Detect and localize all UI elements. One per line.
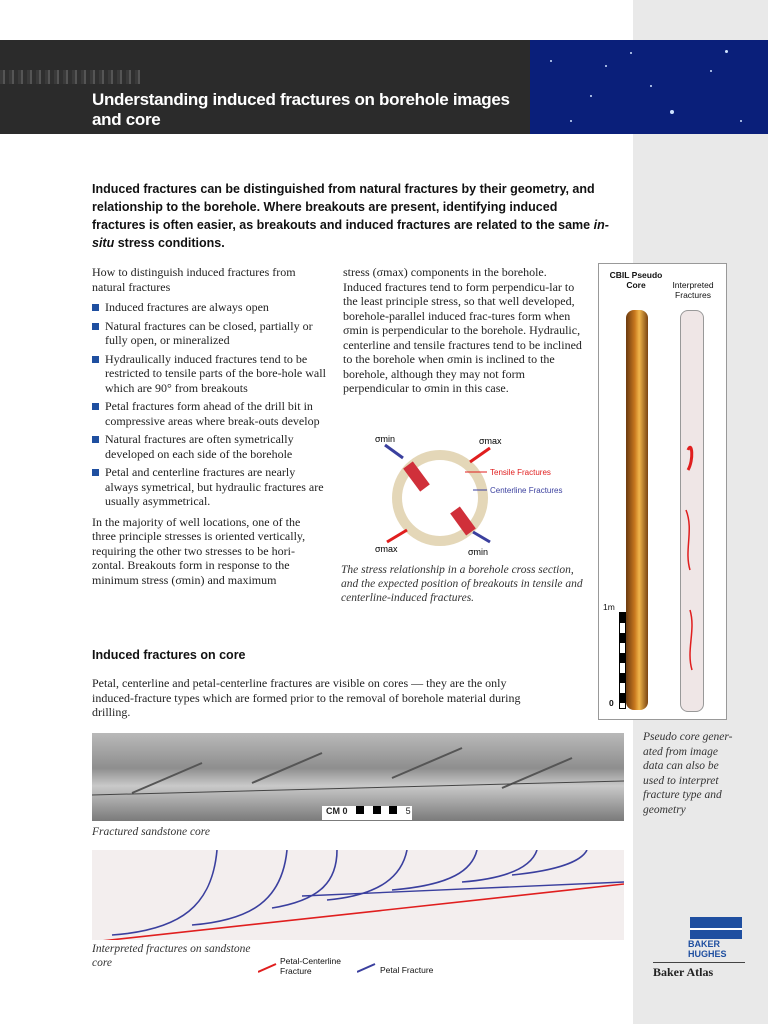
depth-scale-bar: [619, 612, 626, 709]
banner-texture: [0, 70, 140, 84]
list-item: Petal fractures form ahead of the drill bit in compressive areas where break-outs develop: [92, 399, 327, 428]
scale-label: CM 0: [326, 806, 348, 816]
centerline-label: Centerline Fractures: [490, 486, 563, 495]
sigma-max-arrow-top: [470, 448, 490, 462]
logo-line2: HUGHES: [688, 949, 727, 959]
borehole-diagram: [365, 430, 585, 560]
side-caption: Pseudo core gener-ated from image data can also be used to interpret fracture type and geometry: [643, 731, 733, 816]
scale-end-label: 5: [405, 806, 411, 816]
intro-text: How to distinguish induced fractures from natural fractures: [92, 265, 296, 294]
sigma-min-label-top: σmin: [375, 434, 396, 444]
cm-scale: [322, 806, 412, 820]
column-one: [92, 265, 327, 587]
list-item: Petal and centerline fractures are nearly always symetrical, but hydraulic fractures are usually asymmetrical.: [92, 465, 327, 509]
list-item: Natural fractures are often symetrically developed on each side of the borehole: [92, 432, 327, 461]
page-title: Understanding induced fractures on borehole images and core: [92, 90, 510, 129]
interpreted-fracture-marks: [680, 430, 702, 690]
sigma-max-label-bottom: σmax: [375, 544, 398, 554]
diagram-caption: The stress relationship in a borehole cross section, and the expected position of breakouts in tensile and centerline-induced fractures.: [341, 564, 583, 604]
core-paragraph: Petal, centerline and petal-centerline fractures are visible on cores — they are the only induced-fracture types which are formed prior to the removal of borehole material during drilling.: [92, 676, 521, 719]
sigma-min-arrow-bottom: [473, 532, 490, 542]
section-heading: Induced fractures on core: [92, 648, 246, 662]
scale-top-label: 1m: [603, 602, 615, 612]
legend-red-line: [258, 962, 278, 974]
sigma-max-label-top: σmax: [479, 436, 502, 446]
pseudo-core-image: [626, 310, 648, 710]
list-item: Natural fractures can be closed, partially or fully open, or mineralized: [92, 319, 327, 348]
bullet-list: [92, 300, 327, 509]
interpreted-core-drawing: [92, 850, 624, 940]
stress-paragraph: In the majority of well locations, one of the three principle stresses is oriented vertically, requiring the other two stresses to be hori-zontal. Breakouts form in response to the minimum stress (σmin) and maximum: [92, 514, 306, 587]
interpreted-column-label: Interpreted Fractures: [672, 280, 714, 300]
sigma-min-arrow-top: [385, 445, 403, 458]
list-item: Induced fractures are always open: [92, 300, 327, 315]
tensile-label: Tensile Fractures: [490, 468, 551, 477]
cbil-column-label: CBIL Pseudo Core: [609, 270, 663, 290]
sigma-max-arrow-bottom: [387, 530, 407, 542]
scale-bottom-label: 0: [609, 698, 614, 708]
logo-text: [688, 939, 727, 959]
legend-red-label: Petal-Centerline Fracture: [280, 956, 341, 976]
starfield-image: [530, 40, 768, 134]
stress-paragraph-cont: stress (σmax) components in the borehole. Induced fractures tend to form perpendicu-lar to the least principle stress, so that well developed, borehole-parallel induced frac-tures form when σmin is perpendicular to the borehole. Hydraulic, centerline and tensile fractures tend to be inclined to the borehole when σmin is inclined to the borehole, although they may not form perpendicular to σmin in this case.: [343, 265, 582, 395]
column-two: [343, 265, 583, 396]
lead-paragraph: Induced fractures can be distinguished from natural fractures by their geometry, and relationship to the borehole. Where breakouts are present, identifying induced fractures is often easier, as breakouts and induced fractures are related to the same in-situ stress conditions.: [92, 182, 609, 250]
brand-name: Baker Atlas: [653, 965, 714, 979]
cbil-panel: [598, 263, 727, 720]
logo-rule: [653, 962, 745, 963]
sigma-min-label-bottom: σmin: [468, 547, 489, 557]
interp-caption: Interpreted fractures on sandstone core: [92, 943, 251, 969]
list-item: Hydraulically induced fractures tend to be restricted to tensile parts of the bore-hole wall which are 90° from breakouts: [92, 352, 327, 396]
photo-caption: Fractured sandstone core: [92, 826, 210, 838]
logo-line1: BAKER: [688, 939, 721, 949]
legend-blue-label: Petal Fracture: [380, 965, 434, 975]
baker-hughes-logo-mark: [690, 917, 742, 939]
legend-blue-line: [357, 962, 377, 974]
